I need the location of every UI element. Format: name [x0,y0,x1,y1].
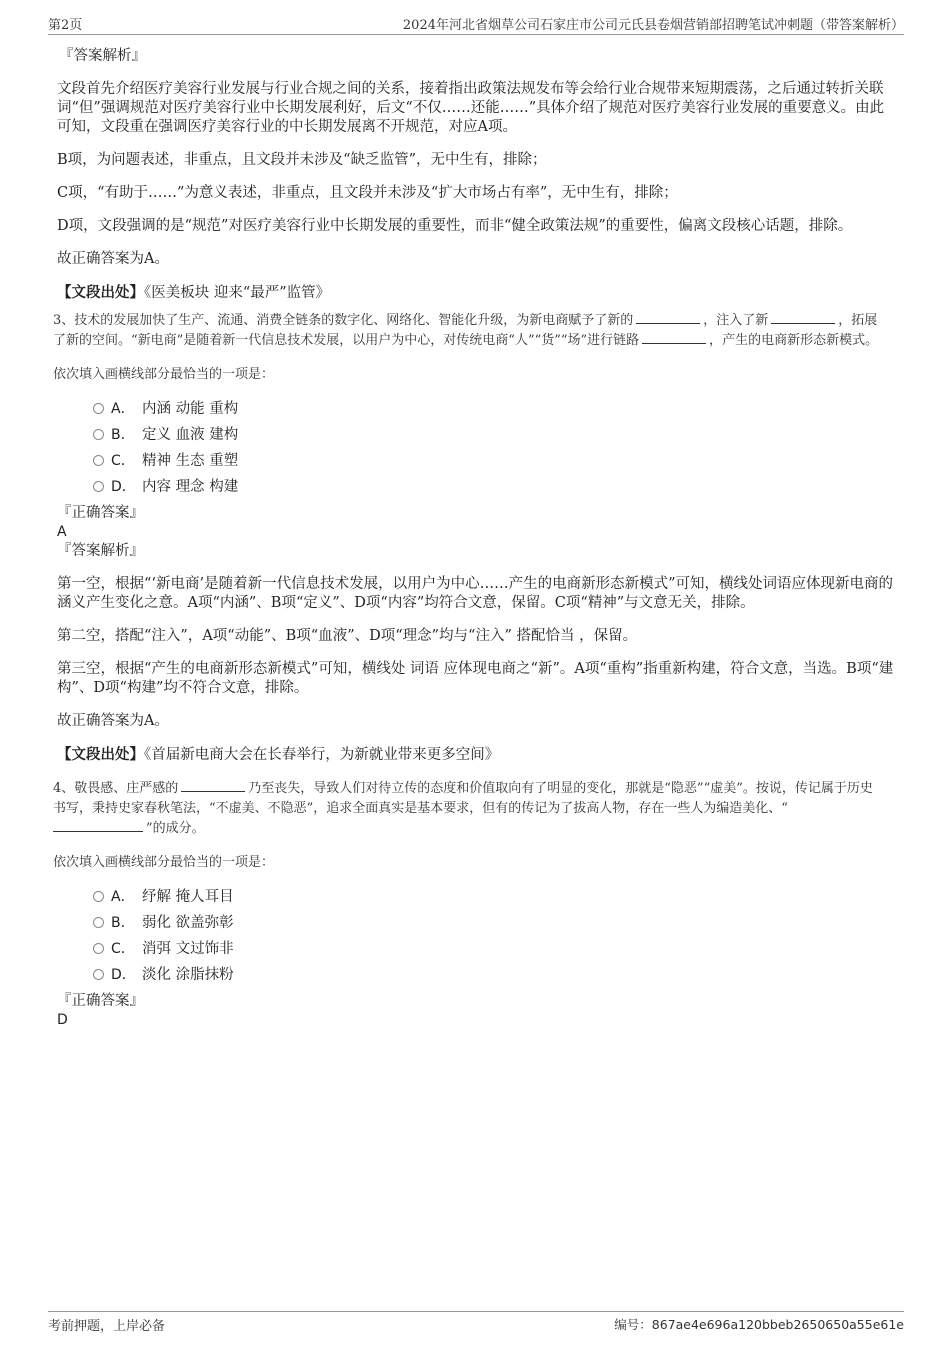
blank-line [181,779,245,792]
option-d[interactable] [53,963,897,989]
question-prompt: 依次填入画横线部分最恰当的一项是： [53,367,275,382]
radio-icon[interactable] [93,429,104,440]
options-list [53,885,897,989]
option-c[interactable] [53,449,897,475]
document-title: 2024年河北省烟草公司石家庄市公司元氏县卷烟营销部招聘笔试冲刺题（带答案解析） [402,18,904,33]
stem-text: ，拓展 [838,313,878,328]
question-stem: 书写，秉持史家春秋笔法，“不虚美、不隐恶”，追求全面真实是基本要求，但有的传记为了拔高人物，存在一些人为编造美化、“ [53,801,788,816]
option-letter: B． [111,915,135,931]
source-title: 《医美板块 迎来“最严”监管》 [144,285,331,301]
radio-icon[interactable] [93,917,104,928]
option-text: 精神 生态 重塑 [142,453,239,469]
blank-line [53,819,143,832]
radio-icon[interactable] [93,943,104,954]
option-text: 消弭 文过饰非 [142,941,234,957]
correct-answer-label: 『正确答案』 [57,993,144,1009]
option-text: 定义 血液 建构 [142,427,239,443]
stem-text: ，注入了新 [703,313,769,328]
analysis-paragraph: 第三空，根据“产生的电商新形态新模式”可知，横线处 词语 应体现电商之“新”。A项“重构”指重新构建，符合文意，当选。B项“建构”、D项“构建”均不符合文意，排除。 [57,661,894,696]
question-stem [53,331,897,351]
option-letter: D． [111,479,136,495]
source-label: 【文段出处】 [57,284,144,301]
option-b[interactable] [53,911,897,937]
option-b[interactable] [53,423,897,449]
question-3 [53,311,897,765]
analysis-label: 『答案解析』 [57,543,144,559]
analysis-paragraph: 文段首先介绍医疗美容行业发展与行业合规之间的关系，接着指出政策法规发布等会给行业合规带来短期震荡，之后通过转折关联词“但”强调规范对医疗美容行业中长期发展利好，后文“不仅……还能……”具体介绍了规范对医疗美容行业发展的重要意义。由此可知，文段重在强调医疗美容行业的中长期发展离不开规范，对应A项。 [57,81,885,135]
analysis-paragraph: D项，文段强调的是“规范”对医疗美容行业中长期发展的重要性，而非“健全政策法规”的重要性，偏离文段核心话题，排除。 [57,218,853,234]
stem-text: ，产生的电商新形态新模式。 [709,333,879,348]
option-letter: C． [111,941,135,957]
analysis-label: 『答案解析』 [59,48,146,64]
page-footer [48,1311,904,1334]
radio-icon[interactable] [93,969,104,980]
option-text: 内容 理念 构建 [142,479,239,495]
option-letter: C． [111,453,135,469]
option-a[interactable] [53,885,897,911]
conclusion: 故正确答案为A。 [57,713,169,729]
stem-text: ”的成分。 [146,821,205,836]
question-4 [53,779,897,1029]
question-prompt: 依次填入画横线部分最恰当的一项是： [53,855,275,870]
footer-slogan: 考前押题，上岸必备 [48,1319,166,1334]
source-title: 《首届新电商大会在长春举行，为新就业带来更多空间》 [144,747,500,763]
question-stem [53,779,897,799]
analysis-paragraph: 第二空，搭配“注入”，A项“动能”、B项“血液”、D项“理念”均与“注入” 搭配恰当 ，保留。 [57,628,638,644]
blank-line [771,311,835,324]
options-list [53,397,897,501]
analysis-paragraph: C项，“有助于……”为意义表述，非重点，且文段并未涉及“扩大市场占有率”，无中生有，排除； [57,185,678,201]
option-d[interactable] [53,475,897,501]
stem-text: 4、敬畏感、庄严感的 [53,781,179,796]
stem-text: 了新的空间。“新电商”是随着新一代信息技术发展，以用户为中心，对传统电商“人”“货”“场”进行链路 [53,333,640,348]
blank-line [642,331,706,344]
blank-line [636,311,700,324]
radio-icon[interactable] [93,481,104,492]
option-text: 内涵 动能 重构 [142,401,239,417]
option-a[interactable] [53,397,897,423]
radio-icon[interactable] [93,891,104,902]
option-letter: D． [111,967,136,983]
main-content [53,46,897,1029]
page-header [48,14,904,35]
source-label: 【文段出处】 [57,746,144,763]
document-id: 编号：867ae4e696a120bbeb2650650a55e61e [614,1317,904,1332]
stem-text: 乃至丧失，导致人们对待立传的态度和价值取向有了明显的变化，那就是“隐恶”“虚美”。按说，传记属于历史 [248,781,873,796]
analysis-paragraph: B项，为问题表述，非重点，且文段并未涉及“缺乏监管”，无中生有，排除； [57,152,547,168]
analysis-paragraph: 第一空，根据“‘新电商’是随着新一代信息技术发展，以用户为中心……产生的电商新形态新模式”可知，横线处词语应体现新电商的涵义产生变化之意。A项“内涵”、B项“定义”、D项“内容”均符合文意，保留。C项“精神”与文意无关，排除。 [57,576,894,611]
correct-answer: D [57,1012,68,1028]
stem-text: 3、技术的发展加快了生产、流通、消费全链条的数字化、网络化、智能化升级，为新电商赋予了新的 [53,313,634,328]
option-text: 纾解 掩人耳目 [142,889,234,905]
option-letter: A． [111,889,135,905]
radio-icon[interactable] [93,455,104,466]
option-letter: A． [111,401,135,417]
question-stem [53,819,897,839]
source-line [57,745,897,765]
source-line [57,283,897,303]
option-letter: B． [111,427,135,443]
question-stem [53,311,897,331]
page-number: 第2页 [48,18,83,33]
conclusion: 故正确答案为A。 [57,251,169,267]
correct-answer-label: 『正确答案』 [57,505,144,521]
option-c[interactable] [53,937,897,963]
option-text: 淡化 涂脂抹粉 [142,967,234,983]
correct-answer: A [57,524,67,540]
radio-icon[interactable] [93,403,104,414]
option-text: 弱化 欲盖弥彰 [142,915,234,931]
